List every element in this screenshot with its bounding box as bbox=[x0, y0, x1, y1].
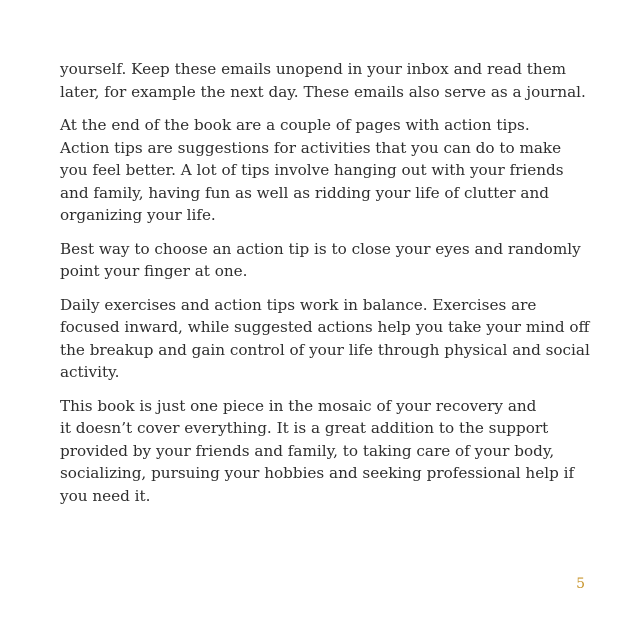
text-line: and family, having fun as well as ridding your life of clutter and bbox=[60, 183, 549, 202]
text-line: you feel better. A lot of tips involve hanging out with your friends bbox=[60, 161, 564, 179]
text-line: organizing your life. bbox=[60, 206, 216, 224]
text-line: Best way to choose an action tip is to close your eyes and randomly bbox=[60, 239, 581, 258]
paragraph-1 bbox=[60, 58, 590, 103]
text-line: Daily exercises and action tips work in balance. Exercises are bbox=[60, 295, 537, 314]
text-line: focused inward, while suggested actions help you take your mind off bbox=[60, 318, 590, 336]
text-line: provided by your friends and family, to taking care of your body, bbox=[60, 441, 555, 460]
text-line: socializing, pursuing your hobbies and seeking professional help if bbox=[60, 464, 575, 482]
paragraph-5 bbox=[60, 395, 590, 508]
body-text bbox=[60, 58, 590, 518]
paragraph-3 bbox=[60, 238, 590, 283]
text-line: At the end of the book are a couple of pages with action tips. bbox=[60, 116, 530, 134]
text-line: This book is just one piece in the mosaic of your recovery and bbox=[60, 396, 537, 415]
text-line: the breakup and gain control of your life through physical and social bbox=[60, 340, 590, 359]
text-line: yourself. Keep these emails unopend in your inbox and read them bbox=[60, 60, 567, 78]
text-line: you need it. bbox=[60, 486, 151, 505]
page-number: 5 bbox=[576, 576, 585, 592]
text-line: point your finger at one. bbox=[60, 262, 248, 280]
paragraph-4 bbox=[60, 294, 590, 384]
paragraph-2 bbox=[60, 114, 590, 227]
text-line: later, for example the next day. These emails also serve as a journal. bbox=[60, 82, 586, 101]
text-line: Action tips are suggestions for activities that you can do to make bbox=[60, 138, 562, 157]
text-line: activity. bbox=[60, 363, 120, 381]
text-line: it doesn’t cover everything. It is a great addition to the support bbox=[60, 419, 549, 437]
